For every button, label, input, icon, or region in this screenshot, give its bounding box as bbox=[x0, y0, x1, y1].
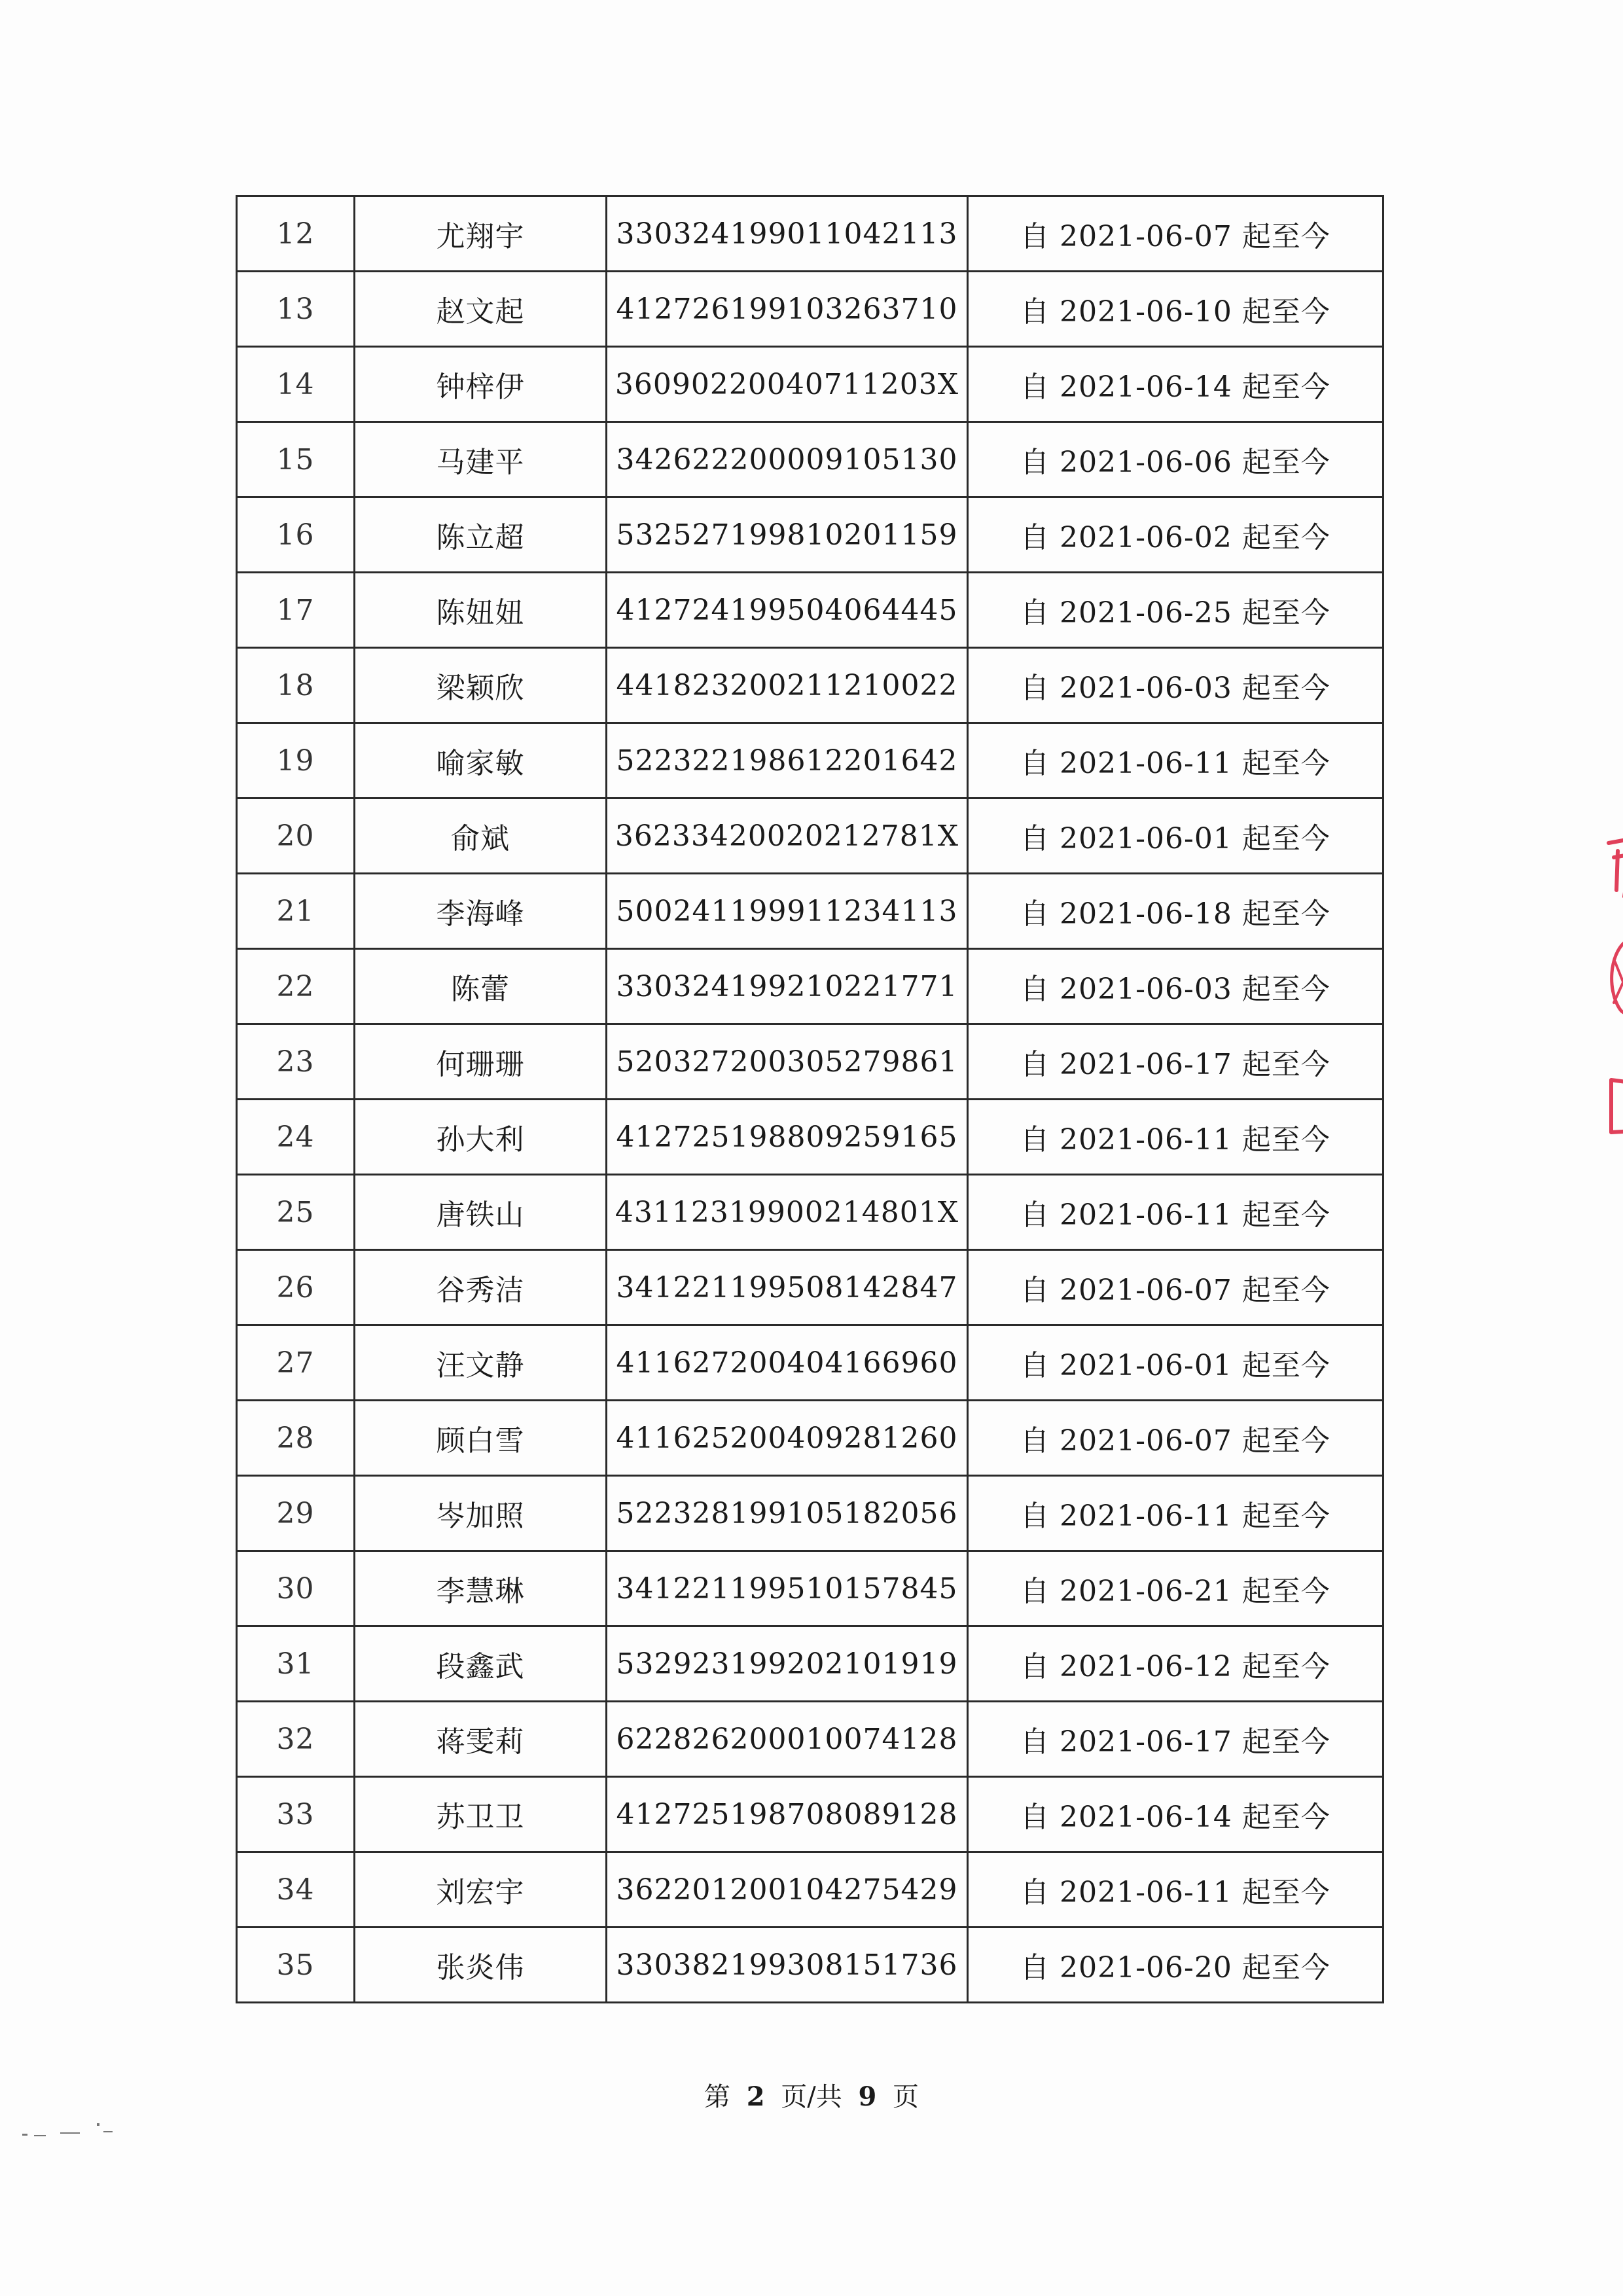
row-id-number-cell: 36233420020212781X bbox=[607, 798, 968, 874]
row-number-cell: 21 bbox=[237, 874, 355, 949]
row-period-cell: 自 2021-06-07 起至今 bbox=[968, 1401, 1383, 1476]
row-name-cell: 梁颖欣 bbox=[355, 648, 607, 723]
table-row bbox=[237, 272, 1383, 347]
row-number-cell: 35 bbox=[237, 1928, 355, 2003]
table-row bbox=[237, 723, 1383, 798]
row-period-cell: 自 2021-06-06 起至今 bbox=[968, 422, 1383, 497]
row-period-cell: 自 2021-06-11 起至今 bbox=[968, 723, 1383, 798]
table-row bbox=[237, 497, 1383, 573]
row-name-cell: 陈妞妞 bbox=[355, 573, 607, 648]
row-period-cell: 自 2021-06-25 起至今 bbox=[968, 573, 1383, 648]
table-row bbox=[237, 949, 1383, 1024]
row-id-number-cell: 522322198612201642 bbox=[607, 723, 968, 798]
row-name-cell: 孙大利 bbox=[355, 1100, 607, 1175]
row-id-number-cell: 441823200211210022 bbox=[607, 648, 968, 723]
row-id-number-cell: 341221199508142847 bbox=[607, 1250, 968, 1325]
row-name-cell: 钟梓伊 bbox=[355, 347, 607, 422]
row-name-cell: 尤翔宇 bbox=[355, 196, 607, 272]
row-name-cell: 何珊珊 bbox=[355, 1024, 607, 1100]
table-row bbox=[237, 1928, 1383, 2003]
row-period-cell: 自 2021-06-01 起至今 bbox=[968, 798, 1383, 874]
row-id-number-cell: 330324199210221771 bbox=[607, 949, 968, 1024]
row-number-cell: 27 bbox=[237, 1325, 355, 1401]
row-number-cell: 18 bbox=[237, 648, 355, 723]
row-id-number-cell: 362201200104275429 bbox=[607, 1852, 968, 1928]
table-row bbox=[237, 1777, 1383, 1852]
row-number-cell: 31 bbox=[237, 1626, 355, 1702]
row-id-number-cell: 412726199103263710 bbox=[607, 272, 968, 347]
row-id-number-cell: 330324199011042113 bbox=[607, 196, 968, 272]
row-period-cell: 自 2021-06-07 起至今 bbox=[968, 1250, 1383, 1325]
row-number-cell: 13 bbox=[237, 272, 355, 347]
row-name-cell: 段鑫武 bbox=[355, 1626, 607, 1702]
row-number-cell: 20 bbox=[237, 798, 355, 874]
row-name-cell: 李海峰 bbox=[355, 874, 607, 949]
row-period-cell: 自 2021-06-02 起至今 bbox=[968, 497, 1383, 573]
row-id-number-cell: 500241199911234113 bbox=[607, 874, 968, 949]
row-id-number-cell: 622826200010074128 bbox=[607, 1702, 968, 1777]
row-name-cell: 陈蕾 bbox=[355, 949, 607, 1024]
table-row bbox=[237, 1626, 1383, 1702]
row-name-cell: 顾白雪 bbox=[355, 1401, 607, 1476]
red-stamp-fragment bbox=[1605, 831, 1623, 1172]
row-id-number-cell: 412725198708089128 bbox=[607, 1777, 968, 1852]
row-name-cell: 蒋雯莉 bbox=[355, 1702, 607, 1777]
row-period-cell: 自 2021-06-21 起至今 bbox=[968, 1551, 1383, 1626]
row-id-number-cell: 522328199105182056 bbox=[607, 1476, 968, 1551]
table-row bbox=[237, 1175, 1383, 1250]
row-number-cell: 22 bbox=[237, 949, 355, 1024]
row-period-cell: 自 2021-06-11 起至今 bbox=[968, 1100, 1383, 1175]
row-period-cell: 自 2021-06-01 起至今 bbox=[968, 1325, 1383, 1401]
row-period-cell: 自 2021-06-12 起至今 bbox=[968, 1626, 1383, 1702]
personnel-table-body bbox=[237, 196, 1383, 2003]
row-number-cell: 34 bbox=[237, 1852, 355, 1928]
row-id-number-cell: 520327200305279861 bbox=[607, 1024, 968, 1100]
row-period-cell: 自 2021-06-07 起至今 bbox=[968, 196, 1383, 272]
table-row bbox=[237, 1476, 1383, 1551]
page-footer bbox=[0, 2076, 1623, 2113]
row-name-cell: 李慧琳 bbox=[355, 1551, 607, 1626]
table-row bbox=[237, 798, 1383, 874]
table-row bbox=[237, 1250, 1383, 1325]
table-row bbox=[237, 422, 1383, 497]
row-id-number-cell: 342622200009105130 bbox=[607, 422, 968, 497]
row-number-cell: 33 bbox=[237, 1777, 355, 1852]
row-number-cell: 15 bbox=[237, 422, 355, 497]
row-number-cell: 24 bbox=[237, 1100, 355, 1175]
row-id-number-cell: 532923199202101919 bbox=[607, 1626, 968, 1702]
row-id-number-cell: 330382199308151736 bbox=[607, 1928, 968, 2003]
row-period-cell: 自 2021-06-03 起至今 bbox=[968, 949, 1383, 1024]
row-period-cell: 自 2021-06-17 起至今 bbox=[968, 1702, 1383, 1777]
footer-middle: 页/共 bbox=[781, 2082, 842, 2112]
row-number-cell: 23 bbox=[237, 1024, 355, 1100]
table-row bbox=[237, 648, 1383, 723]
row-name-cell: 汪文静 bbox=[355, 1325, 607, 1401]
row-period-cell: 自 2021-06-11 起至今 bbox=[968, 1175, 1383, 1250]
row-number-cell: 25 bbox=[237, 1175, 355, 1250]
row-period-cell: 自 2021-06-10 起至今 bbox=[968, 272, 1383, 347]
footer-suffix: 页 bbox=[893, 2082, 919, 2112]
table-row bbox=[237, 1702, 1383, 1777]
table-row bbox=[237, 196, 1383, 272]
table-row bbox=[237, 573, 1383, 648]
row-name-cell: 喻家敏 bbox=[355, 723, 607, 798]
row-id-number-cell: 411625200409281260 bbox=[607, 1401, 968, 1476]
table-row bbox=[237, 1401, 1383, 1476]
row-name-cell: 赵文起 bbox=[355, 272, 607, 347]
footer-total-pages: 9 bbox=[858, 2081, 877, 2112]
row-name-cell: 陈立超 bbox=[355, 497, 607, 573]
row-number-cell: 28 bbox=[237, 1401, 355, 1476]
personnel-table bbox=[236, 195, 1384, 2003]
row-name-cell: 岑加照 bbox=[355, 1476, 607, 1551]
row-period-cell: 自 2021-06-11 起至今 bbox=[968, 1852, 1383, 1928]
footer-current-page: 2 bbox=[746, 2081, 765, 2112]
row-period-cell: 自 2021-06-14 起至今 bbox=[968, 347, 1383, 422]
table-row bbox=[237, 1551, 1383, 1626]
row-name-cell: 苏卫卫 bbox=[355, 1777, 607, 1852]
scan-speck-marks bbox=[20, 2121, 124, 2147]
row-number-cell: 16 bbox=[237, 497, 355, 573]
row-period-cell: 自 2021-06-18 起至今 bbox=[968, 874, 1383, 949]
row-name-cell: 谷秀洁 bbox=[355, 1250, 607, 1325]
table-row bbox=[237, 874, 1383, 949]
row-period-cell: 自 2021-06-11 起至今 bbox=[968, 1476, 1383, 1551]
row-period-cell: 自 2021-06-14 起至今 bbox=[968, 1777, 1383, 1852]
row-name-cell: 唐铁山 bbox=[355, 1175, 607, 1250]
row-id-number-cell: 36090220040711203X bbox=[607, 347, 968, 422]
table-row bbox=[237, 347, 1383, 422]
footer-prefix: 第 bbox=[704, 2082, 730, 2112]
row-number-cell: 32 bbox=[237, 1702, 355, 1777]
row-name-cell: 马建平 bbox=[355, 422, 607, 497]
row-name-cell: 俞斌 bbox=[355, 798, 607, 874]
row-period-cell: 自 2021-06-17 起至今 bbox=[968, 1024, 1383, 1100]
row-number-cell: 30 bbox=[237, 1551, 355, 1626]
row-id-number-cell: 43112319900214801X bbox=[607, 1175, 968, 1250]
row-number-cell: 14 bbox=[237, 347, 355, 422]
row-name-cell: 刘宏宇 bbox=[355, 1852, 607, 1928]
table-row bbox=[237, 1325, 1383, 1401]
row-number-cell: 19 bbox=[237, 723, 355, 798]
row-id-number-cell: 412725198809259165 bbox=[607, 1100, 968, 1175]
row-id-number-cell: 412724199504064445 bbox=[607, 573, 968, 648]
row-number-cell: 12 bbox=[237, 196, 355, 272]
row-period-cell: 自 2021-06-03 起至今 bbox=[968, 648, 1383, 723]
table-row bbox=[237, 1100, 1383, 1175]
row-number-cell: 26 bbox=[237, 1250, 355, 1325]
row-id-number-cell: 341221199510157845 bbox=[607, 1551, 968, 1626]
row-name-cell: 张炎伟 bbox=[355, 1928, 607, 2003]
table-row bbox=[237, 1024, 1383, 1100]
table-row bbox=[237, 1852, 1383, 1928]
row-number-cell: 17 bbox=[237, 573, 355, 648]
row-id-number-cell: 532527199810201159 bbox=[607, 497, 968, 573]
row-id-number-cell: 411627200404166960 bbox=[607, 1325, 968, 1401]
row-period-cell: 自 2021-06-20 起至今 bbox=[968, 1928, 1383, 2003]
row-number-cell: 29 bbox=[237, 1476, 355, 1551]
